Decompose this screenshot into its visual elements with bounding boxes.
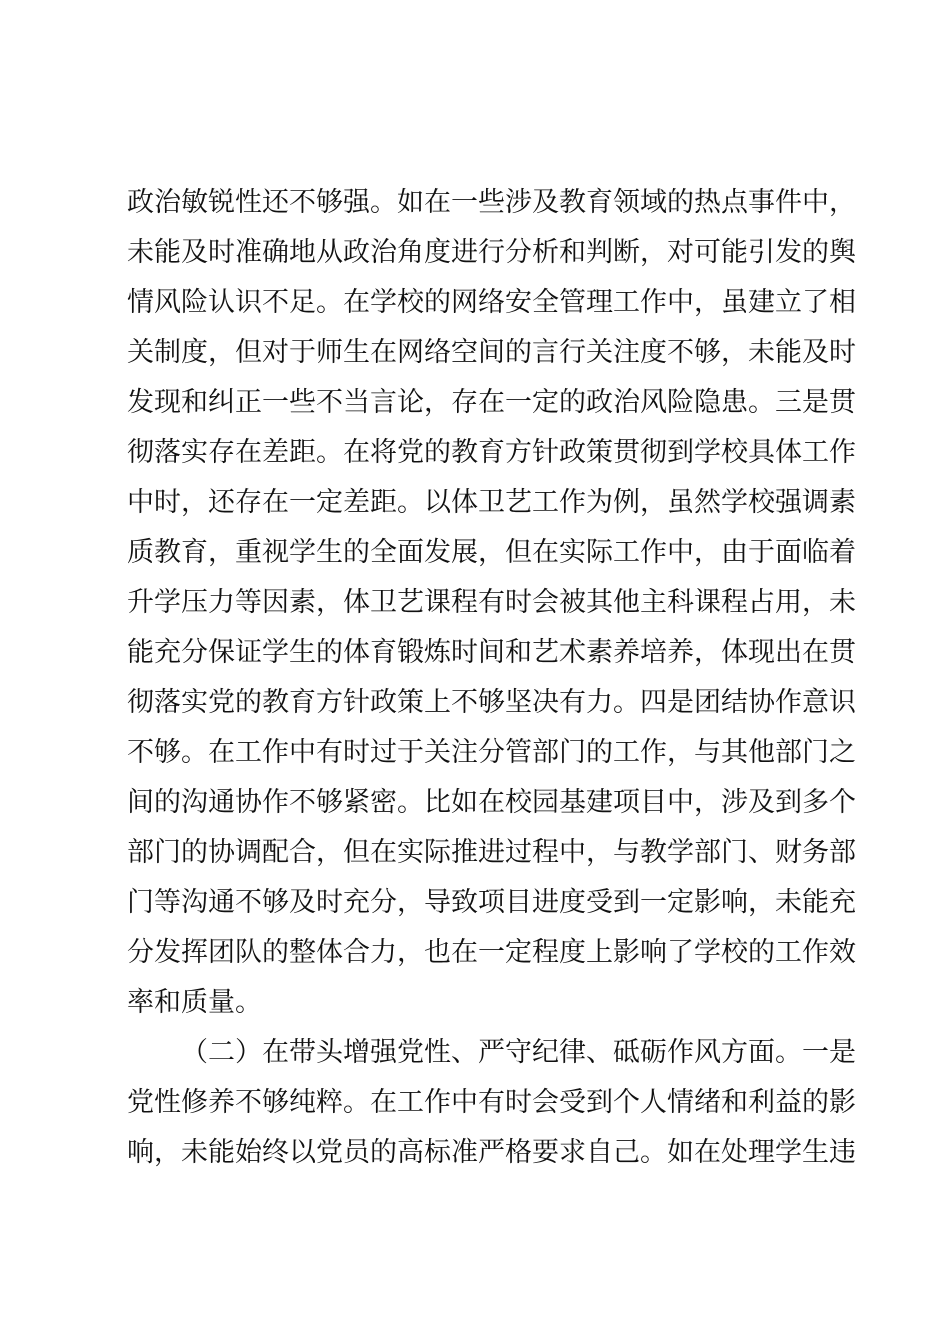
text-line: 中时，还存在一定差距。以体卫艺工作为例，虽然学校强调素 bbox=[127, 487, 856, 518]
document-body bbox=[127, 178, 856, 1178]
text-line: 部门的协调配合，但在实际推进过程中，与教学部门、财务部 bbox=[127, 837, 856, 868]
section-heading-line: （二）在带头增强党性、严守纪律、砥砺作风方面。一是 bbox=[181, 1037, 856, 1068]
text-line: 情风险认识不足。在学校的网络安全管理工作中，虽建立了相 bbox=[127, 287, 856, 318]
text-line: 能充分保证学生的体育锻炼时间和艺术素养培养，体现出在贯 bbox=[127, 637, 856, 668]
paragraph-end-line: 率和质量。 bbox=[127, 987, 262, 1018]
text-line: 间的沟通协作不够紧密。比如在校园基建项目中，涉及到多个 bbox=[127, 787, 856, 818]
text-line: 响，未能始终以党员的高标准严格要求自己。如在处理学生违 bbox=[127, 1137, 856, 1168]
text-line: 不够。在工作中有时过于关注分管部门的工作，与其他部门之 bbox=[127, 737, 856, 768]
text-line: 发现和纠正一些不当言论，存在一定的政治风险隐患。三是贯 bbox=[127, 387, 856, 418]
text-line: 政治敏锐性还不够强。如在一些涉及教育领域的热点事件中， bbox=[127, 187, 856, 218]
text-line: 党性修养不够纯粹。在工作中有时会受到个人情绪和利益的影 bbox=[127, 1087, 856, 1118]
text-line: 关制度，但对于师生在网络空间的言行关注度不够，未能及时 bbox=[127, 337, 856, 368]
text-line: 彻落实存在差距。在将党的教育方针政策贯彻到学校具体工作 bbox=[127, 437, 856, 468]
text-line: 门等沟通不够及时充分，导致项目进度受到一定影响，未能充 bbox=[127, 887, 856, 918]
text-line: 彻落实党的教育方针政策上不够坚决有力。四是团结协作意识 bbox=[127, 687, 856, 718]
text-line: 质教育，重视学生的全面发展，但在实际工作中，由于面临着 bbox=[127, 537, 856, 568]
text-line: 分发挥团队的整体合力，也在一定程度上影响了学校的工作效 bbox=[127, 937, 856, 968]
text-line: 未能及时准确地从政治角度进行分析和判断，对可能引发的舆 bbox=[127, 237, 856, 268]
text-line: 升学压力等因素，体卫艺课程有时会被其他主科课程占用，未 bbox=[127, 587, 856, 618]
